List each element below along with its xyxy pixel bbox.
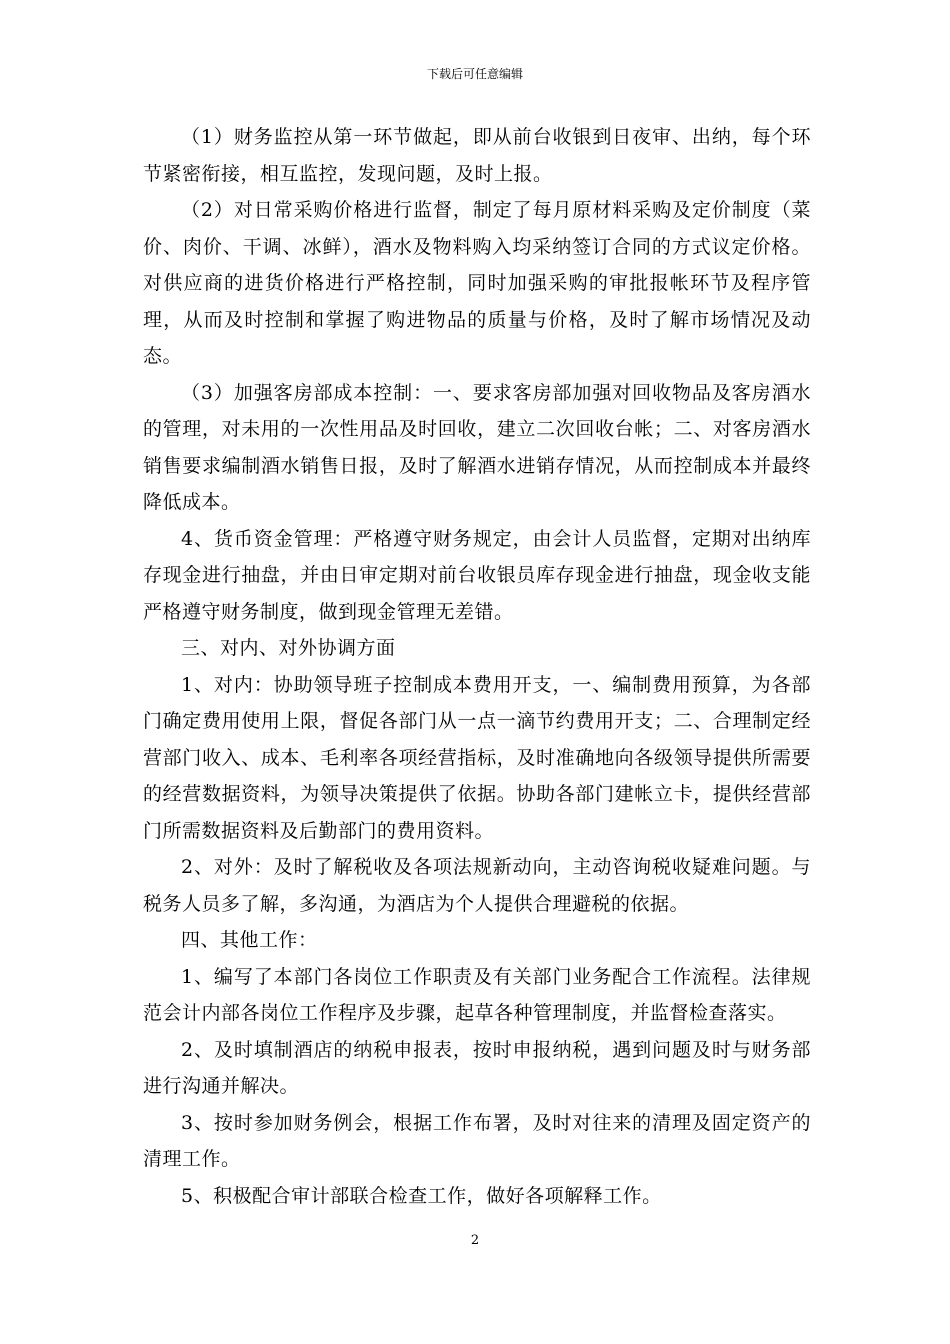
section-heading-other-work: 四、其他工作：: [181, 929, 318, 951]
paragraph-housekeeping-cost-control: （3）加强客房部成本控制：一、要求客房部加强对回收物品及客房酒水的管理，对未用的一次性用品及时回收，建立二次回收台帐；二、对客房酒水销售要求编制酒水销售日报，及时了解酒水进销存情况，从而控制成本并最终降低成本。: [143, 381, 811, 513]
paragraph-purchase-price-supervision: （2）对日常采购价格进行监督，制定了每月原材料采购及定价制度（菜价、肉价、干调、冰鲜），酒水及物料购入均采纳签订合同的方式议定价格。对供应商的进货价格进行严格控制，同时加强采购的审批报帐环节及程序管理，从而及时控制和掌握了购进物品的质量与价格，及时了解市场情况及动态。: [143, 199, 811, 367]
paragraph-internal-coordination: 1、对内：协助领导班子控制成本费用开支，一、编制费用预算，为各部门确定费用使用上限，督促各部门从一点一滴节约费用开支；二、合理制定经营部门收入、成本、毛利率各项经营指标，及时准确地向各级领导提供所需要的经营数据资料，为领导决策提供了依据。协助各部门建帐立卡，提供经营部门所需数据资料及后勤部门的费用资料。: [143, 673, 811, 842]
page-number: 2: [470, 1233, 480, 1248]
paragraph-external-coordination: 2、对外：及时了解税收及各项法规新动向，主动咨询税收疑难问题。与税务人员多了解，多沟通，为酒店为个人提供合理避税的依据。: [143, 856, 811, 915]
document-body: [143, 119, 811, 1214]
page-header: 下载后可任意编辑: [426, 67, 523, 81]
section-heading-coordination: 三、对内、对外协调方面: [181, 637, 396, 659]
paragraph-finance-meetings: 3、按时参加财务例会，根据工作布署，及时对往来的清理及固定资产的清理工作。: [143, 1111, 811, 1170]
paragraph-tax-filing: 2、及时填制酒店的纳税申报表，按时申报纳税，遇到问题及时与财务部进行沟通并解决。: [143, 1038, 811, 1097]
paragraph-financial-monitoring: （1）财务监控从第一环节做起，即从前台收银到日夜审、出纳，每个环节紧密衔接，相互监控，发现问题，及时上报。: [143, 126, 811, 185]
paragraph-job-duties: 1、编写了本部门各岗位工作职责及有关部门业务配合工作流程。法律规范会计内部各岗位工作程序及步骤，起草各种管理制度，并监督检查落实。: [143, 965, 811, 1024]
paragraph-audit-cooperation: 5、积极配合审计部联合检查工作，做好各项解释工作。: [181, 1184, 662, 1207]
paragraph-cash-management: 4、货币资金管理：严格遵守财务规定，由会计人员监督，定期对出纳库存现金进行抽盘，并由日审定期对前台收银员库存现金进行抽盘，现金收支能严格遵守财务制度，做到现金管理无差错。: [143, 527, 811, 623]
